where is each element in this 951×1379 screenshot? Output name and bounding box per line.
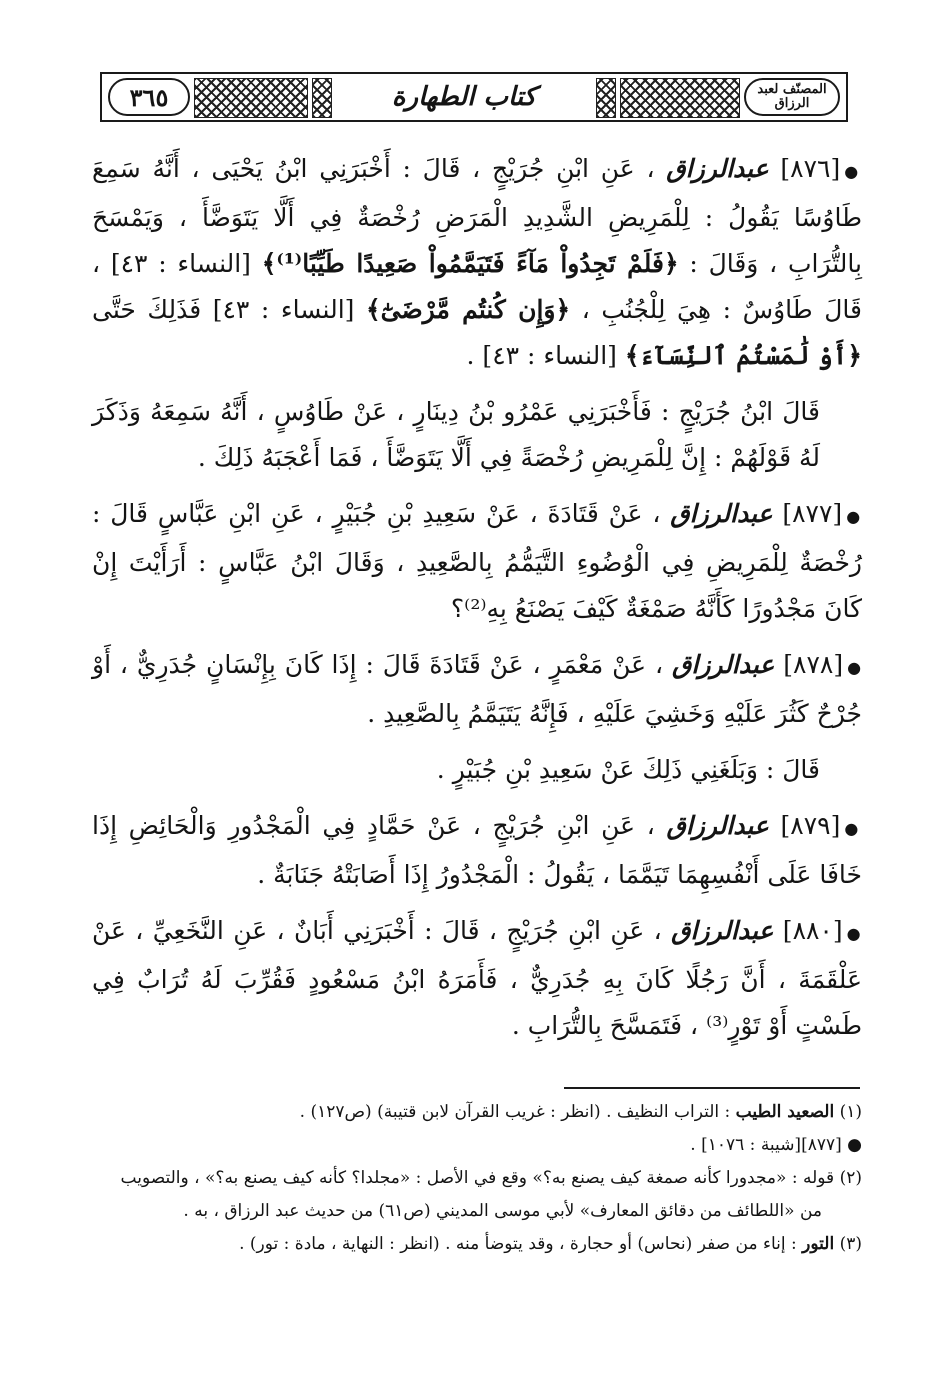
quran-quote: ﴿فَلَمْ تَجِدُواْ مَآءً فَتَيَمَّمُواْ صَعِيدًا طَيِّبًا⁽¹⁾﴾ (261, 249, 679, 278)
bullet-icon: ● (844, 162, 862, 181)
footnote-text: [٨٧٧][شيبة : ١٠٧٦] . (690, 1135, 842, 1155)
hadith-body: قَالَ : وَبَلَغَنِي ذَلِكَ عَنْ سَعِيدِ بْنِ جُبَيْرٍ . (436, 755, 820, 784)
footnote-text: : إناء من صفر (نحاس) أو حجارة ، وقد يتوضأ منه . (انظر : النهاية ، مادة : تور) . (239, 1234, 797, 1254)
page-header (100, 72, 848, 122)
footnote-marker: (١) (839, 1102, 862, 1122)
footnote-text: : التراب النظيف . (انظر : غريب القرآن لابن قتيبة) (ص١٢٧) . (299, 1102, 731, 1122)
hadith-body: [النساء : ٤٣] فَذَلِكَ حَتَّى (92, 295, 355, 324)
ornament-right-band (620, 78, 740, 118)
hadith-number: [٨٧٨] (783, 650, 844, 679)
hadith-878 (92, 642, 862, 737)
footnote-marker: (٣) (839, 1234, 862, 1254)
bullet-icon: ● (847, 1135, 862, 1155)
hadith-number: [٨٧٦] (780, 154, 841, 183)
bullet-icon: ● (846, 924, 862, 943)
footnote-term: التور (802, 1234, 835, 1254)
footnote-1 (92, 1098, 862, 1127)
book-emblem: المصنّف لعبد الرزاق (757, 81, 827, 111)
footnote-text: قوله : «مجدورا كأنه صمغة كيف يصنع به؟» وقع في الأصل : «مجلدا؟ كأنه كيف يصنع به؟» ، والتصويب (120, 1168, 835, 1188)
ornament-left-band (194, 78, 308, 118)
ornament-left-small (312, 78, 332, 118)
footnote-source-877 (92, 1131, 862, 1160)
footnote-divider (564, 1087, 860, 1089)
hadith-876 (92, 146, 862, 379)
bullet-icon: ● (846, 507, 862, 526)
hadith-body: ، عَنْ قَتَادَةَ ، عَنْ سَعِيدِ بْنِ جُبَيْرٍ ، عَنِ ابْنِ عَبَّاسٍ قَالَ : رُخْصَةٌ لِلْمَرِيضِ فِي الْوُضُوءِ التَّيَمُّمُ بِالصَّعِيدِ ، وَقَالَ ابْنُ عَبَّاسٍ : أَرَأَيْتَ إِنْ كَانَ مَجْدُورًا كَأَنَّهُ صَمْغَةٌ كَيْفَ يَصْنَعُ بِهِ⁽²⁾؟ (92, 499, 862, 623)
hadith-text (92, 146, 862, 1059)
page-number: ٣٦٥ (129, 82, 169, 112)
footnote-marker: (٢) (839, 1168, 862, 1188)
hadith-body: [النساء : ٤٣] ، قَالَ طَاوُسٌ : هِيَ لِلْجُنُبِ ، (92, 249, 862, 324)
hadith-number: [٨٧٩] (780, 811, 841, 840)
book-emblem-cartouche (744, 78, 840, 116)
hadith-number: [٨٧٧] (782, 499, 843, 528)
footnote-term: الصعيد الطيب (735, 1102, 835, 1122)
bullet-icon: ● (844, 819, 863, 838)
narrator-name: عبدالرزاق (671, 916, 774, 945)
hadith-number: [٨٨٠] (782, 916, 843, 945)
chapter-title: كتاب الطهارة (391, 82, 537, 112)
hadith-876-addendum (92, 389, 862, 481)
hadith-body: ، عَنِ ابْنِ جُرَيْجٍ ، عَنْ حَمَّادٍ فِي الْمَجْدُورِ وَالْحَائِضِ إِذَا خَافَا عَلَى أَنْفُسِهِمَا تَيَمَّمَا ، يَقُولُ : الْمَجْدُورُ إِذَا أَصَابَتْهُ جَنَابَةٌ . (92, 811, 862, 889)
page-number-cartouche (108, 78, 190, 116)
quran-quote: ﴿أَوْ لَٰمَسْتُمُ ٱلنِّسَآءَ﴾ (624, 341, 862, 370)
footnote-2-continuation (92, 1197, 862, 1226)
footnote-3 (92, 1230, 862, 1259)
footnote-text: من «اللطائف من دقائق المعارف» لأبي موسى المديني (ص٦١) من حديث عبد الرزاق ، به . (183, 1201, 822, 1221)
hadith-877 (92, 491, 862, 632)
hadith-880 (92, 908, 862, 1049)
ornament-right-small (596, 78, 616, 118)
bullet-icon: ● (847, 658, 863, 677)
hadith-body: قَالَ ابْنُ جُرَيْجٍ : فَأَخْبَرَنِي عَمْرُو بْنُ دِينَارٍ ، عَنْ طَاوُسٍ ، أَنَّهُ سَمِعَهُ وَذَكَرَ لَهُ قَوْلَهُمْ : إِنَّ لِلْمَرِيضِ رُخْصَةً فِي أَلَّا يَتَوَضَّأَ ، فَمَا أَعْجَبَهُ ذَلِكَ . (92, 397, 820, 472)
hadith-body: ، عَنِ ابْنِ جُرَيْجٍ ، قَالَ : أَخْبَرَنِي أَبَانٌ ، عَنِ النَّخَعِيِّ ، عَنْ عَلْقَمَةَ ، أَنَّ رَجُلًا كَانَ بِهِ جُدَرِيٌّ ، فَأَمَرَهُ ابْنُ مَسْعُودٍ فَقُرِّبَ لَهُ تُرَابٌ فِي طَسْتٍ أَوْ تَوْرٍ⁽³⁾ ، فَتَمَسَّحَ بِالتُّرَابِ . (92, 916, 862, 1040)
hadith-body: ، عَنِ ابْنِ جُرَيْجٍ ، قَالَ : أَخْبَرَنِي ابْنُ يَحْيَى ، أَنَّهُ سَمِعَ طَاوُسًا يَقُولُ : لِلْمَرِيضِ الشَّدِيدِ الْمَرَضِ رُخْصَةٌ فِي أَلَّا يَتَوَضَّأَ ، وَيَمْسَحَ بِالتُّرَابِ ، وَقَالَ : (92, 154, 862, 278)
footnote-2 (92, 1164, 862, 1193)
footnotes (92, 1098, 862, 1263)
hadith-878-addendum (92, 747, 862, 793)
narrator-name: عبدالرزاق (666, 154, 769, 183)
hadith-body: [النساء : ٤٣] . (466, 341, 617, 370)
hadith-879 (92, 803, 862, 898)
narrator-name: عبدالرزاق (671, 650, 775, 679)
quran-quote: ﴿وَإِن كُنتُم مَّرْضَىٰٓ﴾ (365, 295, 571, 324)
narrator-name: عبدالرزاق (666, 811, 769, 840)
narrator-name: عبدالرزاق (670, 499, 773, 528)
hadith-body: ، عَنْ مَعْمَرٍ ، عَنْ قَتَادَةَ قَالَ : إِذَا كَانَ بِإِنْسَانٍ جُدَرِيٌّ ، أَوْ جُرْحٌ كَثُرَ عَلَيْهِ وَخَشِيَ عَلَيْهِ ، فَإِنَّهُ يَتَيَمَّمُ بِالصَّعِيدِ . (92, 650, 862, 728)
